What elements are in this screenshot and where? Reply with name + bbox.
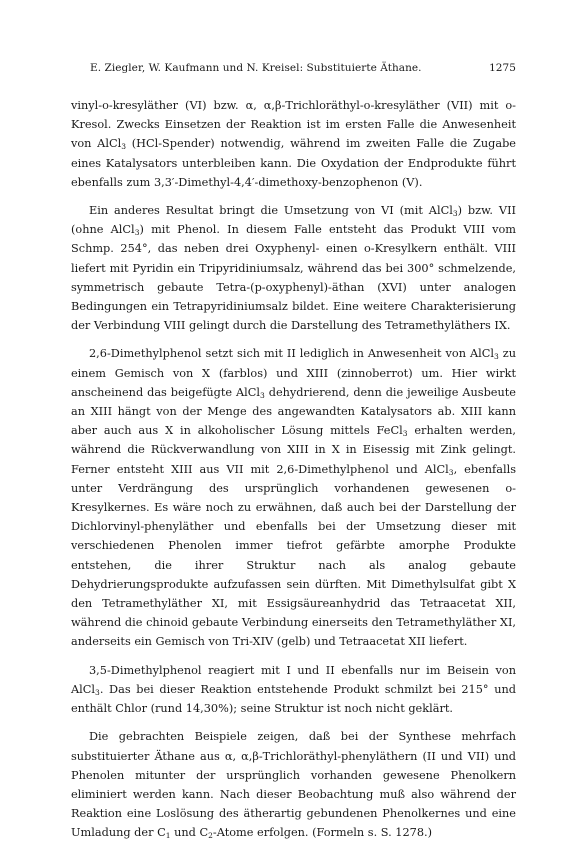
text-run: erhalten werden, während die Rückverwandlung von XIII in X in Eisessig mit Zink gelingt. Ferner entsteht XIII aus VII mit 2,6-Dimethylphenol und AlCl — [71, 424, 516, 476]
subscript: 1 — [165, 831, 171, 841]
text-run: (HCl-Spender) notwendig, während im zweiten Falle die Zugabe eines Katalysators unterbleiben kann. Die Oxydation der Endprodukte führt ebenfalls zum 3,3′-Dimethyl-4,4′-dimethoxy-benzophenon (V). — [71, 137, 516, 189]
text-run: vinyl-o-kresyläther (VI) bzw. α, α,β-Trichloräthyl-o-kresyläther (VII) mit o-Kresol. Zwecks Einsetzen der Reaktion ist im ersten Falle die Anwesenheit von AlCl — [71, 99, 516, 151]
paragraph — [71, 96, 516, 192]
text-run: 3,5-Dimethylphenol reagiert mit I und II ebenfalls nur im Beisein von AlCl — [71, 663, 516, 696]
subscript: 3 — [260, 390, 265, 400]
subscript: 2 — [208, 831, 213, 841]
journal-page — [71, 58, 516, 843]
subscript: 3 — [448, 467, 454, 477]
subscript: 3 — [121, 142, 126, 152]
text-run: und C — [170, 826, 209, 840]
text-run: Die gebrachten Beispiele zeigen, daß bei der Synthese mehrfach substituierter Äthane aus α, α,β-Trichloräthyl-phenyläthern (II und VII) und Phenolen mitunter der ursprünglich vorhanden gewesene Phenolkern eliminiert werden kann. Nach dieser Beobachtung muß also während der Reaktion eine Loslösung des ätherartig gebundenen Phenolkernes und eine Umladung der C — [71, 730, 516, 840]
text-run: Ein anderes Resultat bringt die Umsetzung von VI (mit AlCl — [89, 204, 453, 218]
subscript: 3 — [494, 352, 499, 362]
text-run: , ebenfalls unter Verdrängung des ursprünglich vorhandenen gewesenen o-Kresylkernes. Es wäre noch zu erwähnen, daß auch bei der Darstellung der Dichlorvinyl-phenyläther und ebenfalls bei der Umsetzung dieser mit verschiedenen Phenolen immer tiefrot gefärbte amorphe Produkte entstehen, die ihrer Struktur nach als analog gebaute Dehydrierungsprodukte aufzufassen sein dürften. Mit Dimethylsulfat gibt X den Tetramethyläther XI, mit Essigsäureanhydrid das Tetraacetat XII, während die chinoid gebaute Verbindung einerseits den Tetramethyläther XI, anderseits ein Gemisch von Tri-XIV (gelb) und Tetraacetat XII liefert. — [71, 462, 516, 649]
article-body — [71, 96, 516, 843]
text-run: 2,6-Dimethylphenol setzt sich mit II lediglich in Anwesenheit von AlCl — [89, 347, 494, 361]
subscript: 3 — [134, 228, 140, 238]
text-run: dehydrierend, denn die jeweilige Ausbeute an XIII hängt von der Menge des angewandten Katalysators ab. XIII kann aber auch aus X in alkoholischer Lösung mittels FeCl — [71, 385, 516, 438]
text-run: ) bzw. VII (ohne AlCl — [71, 204, 516, 237]
paragraph — [71, 344, 516, 651]
running-header-title: E. Ziegler, W. Kaufmann und N. Kreisel: Substituierte Äthane. — [90, 62, 422, 74]
paragraph — [71, 661, 516, 719]
page-number: 1275 — [489, 62, 516, 74]
subscript: 3 — [402, 429, 408, 439]
paragraph — [71, 201, 516, 335]
text-run: ) mit Phenol. In diesem Falle entsteht das Produkt VIII vom Schmp. 254°, das neben drei Oxyphenyl- einen o-Kresylkern enthält. VIII liefert mit Pyridin ein Tripyridiniumsalz, während das bei 300° schmelzende, symmetrisch gebaute Tetra-(p-oxyphenyl)-äthan (XVI) unter analogen Bedingungen ein Tetrapyridiniumsalz bildet. Eine weitere Charakterisierung der Verbindung VIII gelingt durch die Darstellung des Tetramethyläthers IX. — [71, 223, 516, 333]
paragraph — [71, 727, 516, 842]
text-run: -Atome erfolgen. (Formeln s. S. 1278.) — [212, 826, 433, 840]
subscript: 3 — [95, 687, 100, 697]
running-header — [71, 58, 516, 78]
text-run: zu einem Gemisch von X (farblos) und XIII (zinnoberrot) um. Hier wirkt anscheinend das beigefügte AlCl — [71, 347, 516, 399]
text-run: . Das bei dieser Reaktion entstehende Produkt schmilzt bei 215° und enthält Chlor (rund 14,30%); seine Struktur ist noch nicht geklärt. — [71, 682, 516, 716]
subscript: 3 — [452, 209, 458, 219]
